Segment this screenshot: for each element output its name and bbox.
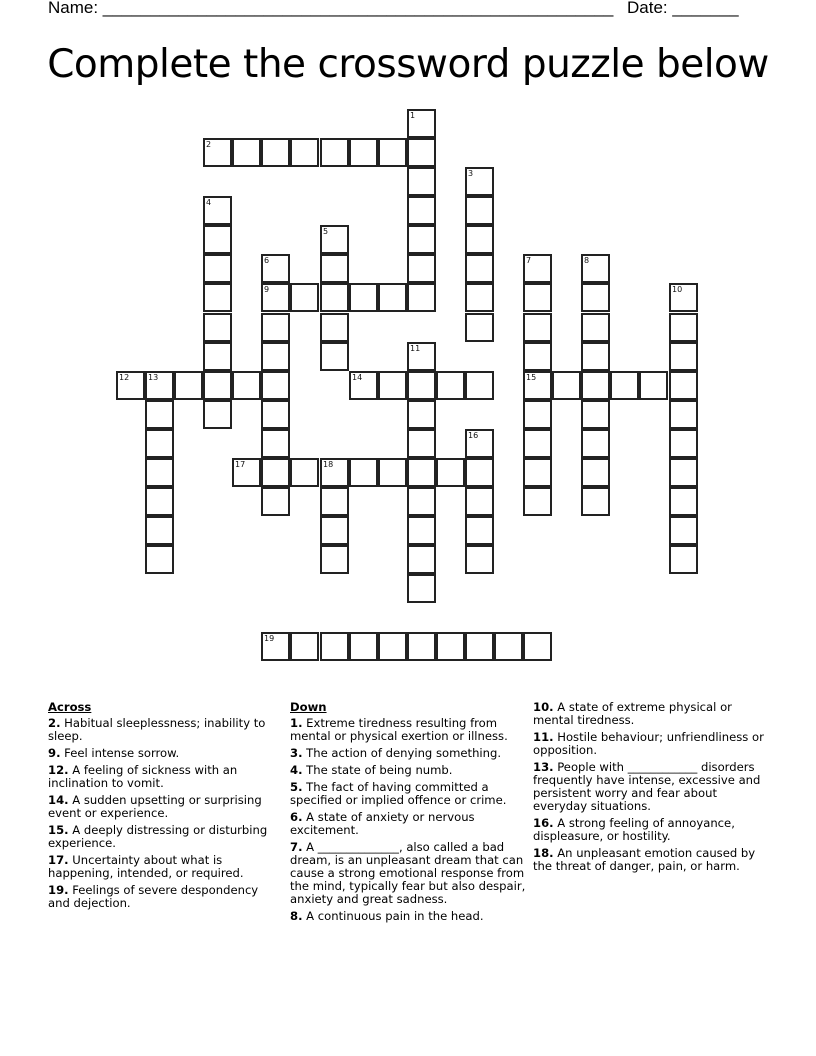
grid-cell[interactable] [523,487,552,516]
clue-item [48,824,280,850]
down-clues-continued [533,701,769,877]
grid-cell[interactable] [203,313,232,342]
grid-cell[interactable] [407,342,436,371]
grid-cell[interactable] [261,283,290,312]
grid-cell[interactable] [669,458,698,487]
grid-cell[interactable] [203,138,232,167]
grid-cell[interactable] [465,487,494,516]
clue-text: Habitual sleeplessness; inability to sleep. [48,716,266,743]
clue-number: 18. [533,846,554,860]
grid-cell[interactable] [581,283,610,312]
clue-number: 15 [526,373,537,382]
clue-text: A state of extreme physical or mental tiredness. [533,700,732,727]
grid-cell[interactable] [320,225,349,254]
grid-cell[interactable] [203,196,232,225]
grid-cell[interactable] [407,225,436,254]
clue-number: 6. [290,810,303,824]
clue-number: 9. [48,746,61,760]
grid-cell[interactable] [174,371,203,400]
grid-cell[interactable] [349,138,378,167]
clue-number: 1 [410,111,416,120]
clue-number: 2. [48,716,61,730]
clue-item [533,817,769,843]
grid-cell[interactable] [669,400,698,429]
clue-number: 17 [235,460,246,469]
grid-cell[interactable] [465,371,494,400]
grid-cell[interactable] [261,400,290,429]
grid-cell[interactable] [145,371,174,400]
grid-cell[interactable] [407,487,436,516]
grid-cell[interactable] [261,632,290,661]
grid-cell[interactable] [669,342,698,371]
grid-cell[interactable] [523,400,552,429]
clue-number: 10 [672,285,683,294]
grid-cell[interactable] [261,313,290,342]
clue-number: 5 [323,227,329,236]
clue-number: 3. [290,746,303,760]
grid-cell[interactable] [465,545,494,574]
name-field[interactable]: Name: ______________________________________________________ [48,0,614,17]
grid-cell[interactable] [407,545,436,574]
clue-number: 3 [468,169,474,178]
grid-cell[interactable] [320,254,349,283]
grid-cell[interactable] [436,371,465,400]
grid-cell[interactable] [320,632,349,661]
grid-cell[interactable] [639,371,668,400]
grid-cell[interactable] [378,283,407,312]
clue-number: 10. [533,700,554,714]
grid-cell[interactable] [465,429,494,458]
clue-number: 15. [48,823,69,837]
clue-number: 11. [533,730,554,744]
clue-item [290,747,526,760]
grid-cell[interactable] [203,283,232,312]
grid-cell[interactable] [203,342,232,371]
grid-cell[interactable] [407,516,436,545]
clue-item [290,841,526,906]
grid-cell[interactable] [407,254,436,283]
grid-cell[interactable] [145,545,174,574]
clue-number: 11 [410,344,421,353]
page-title: Complete the crossword puzzle below [47,42,769,87]
grid-cell[interactable] [261,342,290,371]
grid-cell[interactable] [261,138,290,167]
clue-text: The action of denying something. [302,746,502,760]
grid-cell[interactable] [290,283,319,312]
grid-cell[interactable] [407,167,436,196]
clue-number: 12. [48,763,69,777]
grid-cell[interactable] [581,429,610,458]
grid-cell[interactable] [145,400,174,429]
clue-number: 13 [148,373,159,382]
grid-cell[interactable] [523,254,552,283]
grid-cell[interactable] [145,487,174,516]
clue-number: 12 [119,373,130,382]
clue-text: A deeply distressing or disturbing experience. [48,823,268,850]
clue-item [533,761,769,813]
grid-cell[interactable] [465,225,494,254]
clue-item [533,701,769,727]
grid-cell[interactable] [320,545,349,574]
grid-cell[interactable] [465,283,494,312]
grid-cell[interactable] [261,429,290,458]
grid-cell[interactable] [145,458,174,487]
grid-cell[interactable] [320,313,349,342]
grid-cell[interactable] [203,225,232,254]
grid-cell[interactable] [465,458,494,487]
date-field[interactable]: Date: _______ [627,0,739,17]
grid-cell[interactable] [320,458,349,487]
grid-cell[interactable] [407,458,436,487]
clue-item [48,717,280,743]
grid-cell[interactable] [407,283,436,312]
grid-cell[interactable] [290,138,319,167]
grid-cell[interactable] [261,458,290,487]
clue-number: 16 [468,431,479,440]
grid-cell[interactable] [465,167,494,196]
grid-cell[interactable] [465,313,494,342]
grid-cell[interactable] [378,371,407,400]
grid-cell[interactable] [523,429,552,458]
clue-number: 5. [290,780,303,794]
clue-text: Extreme tiredness resulting from mental or physical exertion or illness. [290,716,508,743]
clue-number: 13. [533,760,554,774]
grid-cell[interactable] [523,371,552,400]
grid-cell[interactable] [669,283,698,312]
grid-cell[interactable] [203,400,232,429]
grid-cell[interactable] [669,371,698,400]
clue-text: Uncertainty about what is happening, intended, or required. [48,853,244,880]
grid-cell[interactable] [349,371,378,400]
grid-cell[interactable] [407,138,436,167]
grid-cell[interactable] [320,138,349,167]
grid-cell[interactable] [436,458,465,487]
grid-cell[interactable] [523,283,552,312]
clue-text: Feel intense sorrow. [60,746,180,760]
grid-cell[interactable] [581,487,610,516]
grid-cell[interactable] [320,342,349,371]
grid-cell[interactable] [465,254,494,283]
clue-item [533,847,769,873]
clue-item [48,764,280,790]
grid-cell[interactable] [145,429,174,458]
grid-cell[interactable] [203,254,232,283]
clue-item [48,794,280,820]
clue-text: An unpleasant emotion caused by the threat of danger, pain, or harm. [533,846,756,873]
clue-number: 16. [533,816,554,830]
grid-cell[interactable] [407,196,436,225]
clue-item [533,731,769,757]
grid-cell[interactable] [465,632,494,661]
clue-item [48,884,280,910]
grid-cell[interactable] [465,196,494,225]
clue-number: 19 [264,634,275,643]
grid-cell[interactable] [669,429,698,458]
grid-cell[interactable] [523,458,552,487]
clue-number: 4. [290,763,303,777]
grid-cell[interactable] [552,371,581,400]
clue-item [48,854,280,880]
clue-item [290,717,526,743]
grid-cell[interactable] [436,632,465,661]
clue-text: A continuous pain in the head. [302,909,484,923]
grid-cell[interactable] [407,109,436,138]
grid-cell[interactable] [232,138,261,167]
clue-item [290,781,526,807]
clue-number: 2 [206,140,212,149]
grid-cell[interactable] [407,371,436,400]
clue-item [48,747,280,760]
grid-cell[interactable] [290,632,319,661]
clue-number: 19. [48,883,69,897]
grid-cell[interactable] [320,487,349,516]
clue-number: 14 [352,373,363,382]
grid-cell[interactable] [203,371,232,400]
grid-cell[interactable] [610,371,639,400]
grid-cell[interactable] [465,516,494,545]
grid-cell[interactable] [581,458,610,487]
clue-number: 8 [584,256,590,265]
clue-text: A feeling of sickness with an inclination to vomit. [48,763,238,790]
grid-cell[interactable] [407,429,436,458]
grid-cell[interactable] [523,342,552,371]
clue-number: 6 [264,256,270,265]
clue-number: 7. [290,840,303,854]
grid-cell[interactable] [261,254,290,283]
grid-cell[interactable] [320,283,349,312]
grid-cell[interactable] [523,632,552,661]
clue-text: A sudden upsetting or surprising event or experience. [48,793,262,820]
grid-cell[interactable] [232,371,261,400]
clue-number: 9 [264,285,270,294]
grid-cell[interactable] [669,545,698,574]
clue-text: The fact of having committed a specified or implied offence or crime. [290,780,507,807]
across-heading: Across [48,700,92,714]
clue-text: A state of anxiety or nervous excitement. [290,810,475,837]
grid-cell[interactable] [581,371,610,400]
grid-cell[interactable] [581,400,610,429]
clue-number: 7 [526,256,532,265]
clue-text: The state of being numb. [302,763,453,777]
grid-cell[interactable] [232,458,261,487]
clue-number: 17. [48,853,69,867]
grid-cell[interactable] [494,632,523,661]
grid-cell[interactable] [523,313,552,342]
grid-cell[interactable] [669,516,698,545]
grid-cell[interactable] [407,574,436,603]
clue-number: 8. [290,909,303,923]
grid-cell[interactable] [349,458,378,487]
grid-cell[interactable] [290,458,319,487]
clue-text: A ______________, also called a bad dream, is an unpleasant dream that can cause a strong emotional response from the mind, typically fear but also despair, anxiety and great sadness. [290,840,526,906]
grid-cell[interactable] [669,313,698,342]
grid-cell[interactable] [349,632,378,661]
grid-cell[interactable] [669,487,698,516]
grid-cell[interactable] [261,487,290,516]
grid-cell[interactable] [407,400,436,429]
clue-number: 1. [290,716,303,730]
clue-number: 14. [48,793,69,807]
clue-number: 4 [206,198,212,207]
grid-cell[interactable] [320,516,349,545]
grid-cell[interactable] [349,283,378,312]
clue-item [290,764,526,777]
grid-cell[interactable] [581,254,610,283]
grid-cell[interactable] [581,342,610,371]
clue-text: A strong feeling of annoyance, displeasure, or hostility. [533,816,735,843]
grid-cell[interactable] [116,371,145,400]
clue-text: Hostile behaviour; unfriendliness or opposition. [533,730,764,757]
across-clues [48,701,280,914]
clue-number: 18 [323,460,334,469]
grid-cell[interactable] [407,632,436,661]
grid-cell[interactable] [378,138,407,167]
grid-cell[interactable] [378,632,407,661]
clue-item [290,910,526,923]
down-heading: Down [290,700,327,714]
down-clues [290,701,526,927]
grid-cell[interactable] [145,516,174,545]
grid-cell[interactable] [378,458,407,487]
grid-cell[interactable] [261,371,290,400]
clue-text: People with ____________ disorders frequently have intense, excessive and persistent worry and fear about everyday situations. [533,760,761,813]
clue-text: Feelings of severe despondency and dejection. [48,883,259,910]
clue-item [290,811,526,837]
grid-cell[interactable] [581,313,610,342]
